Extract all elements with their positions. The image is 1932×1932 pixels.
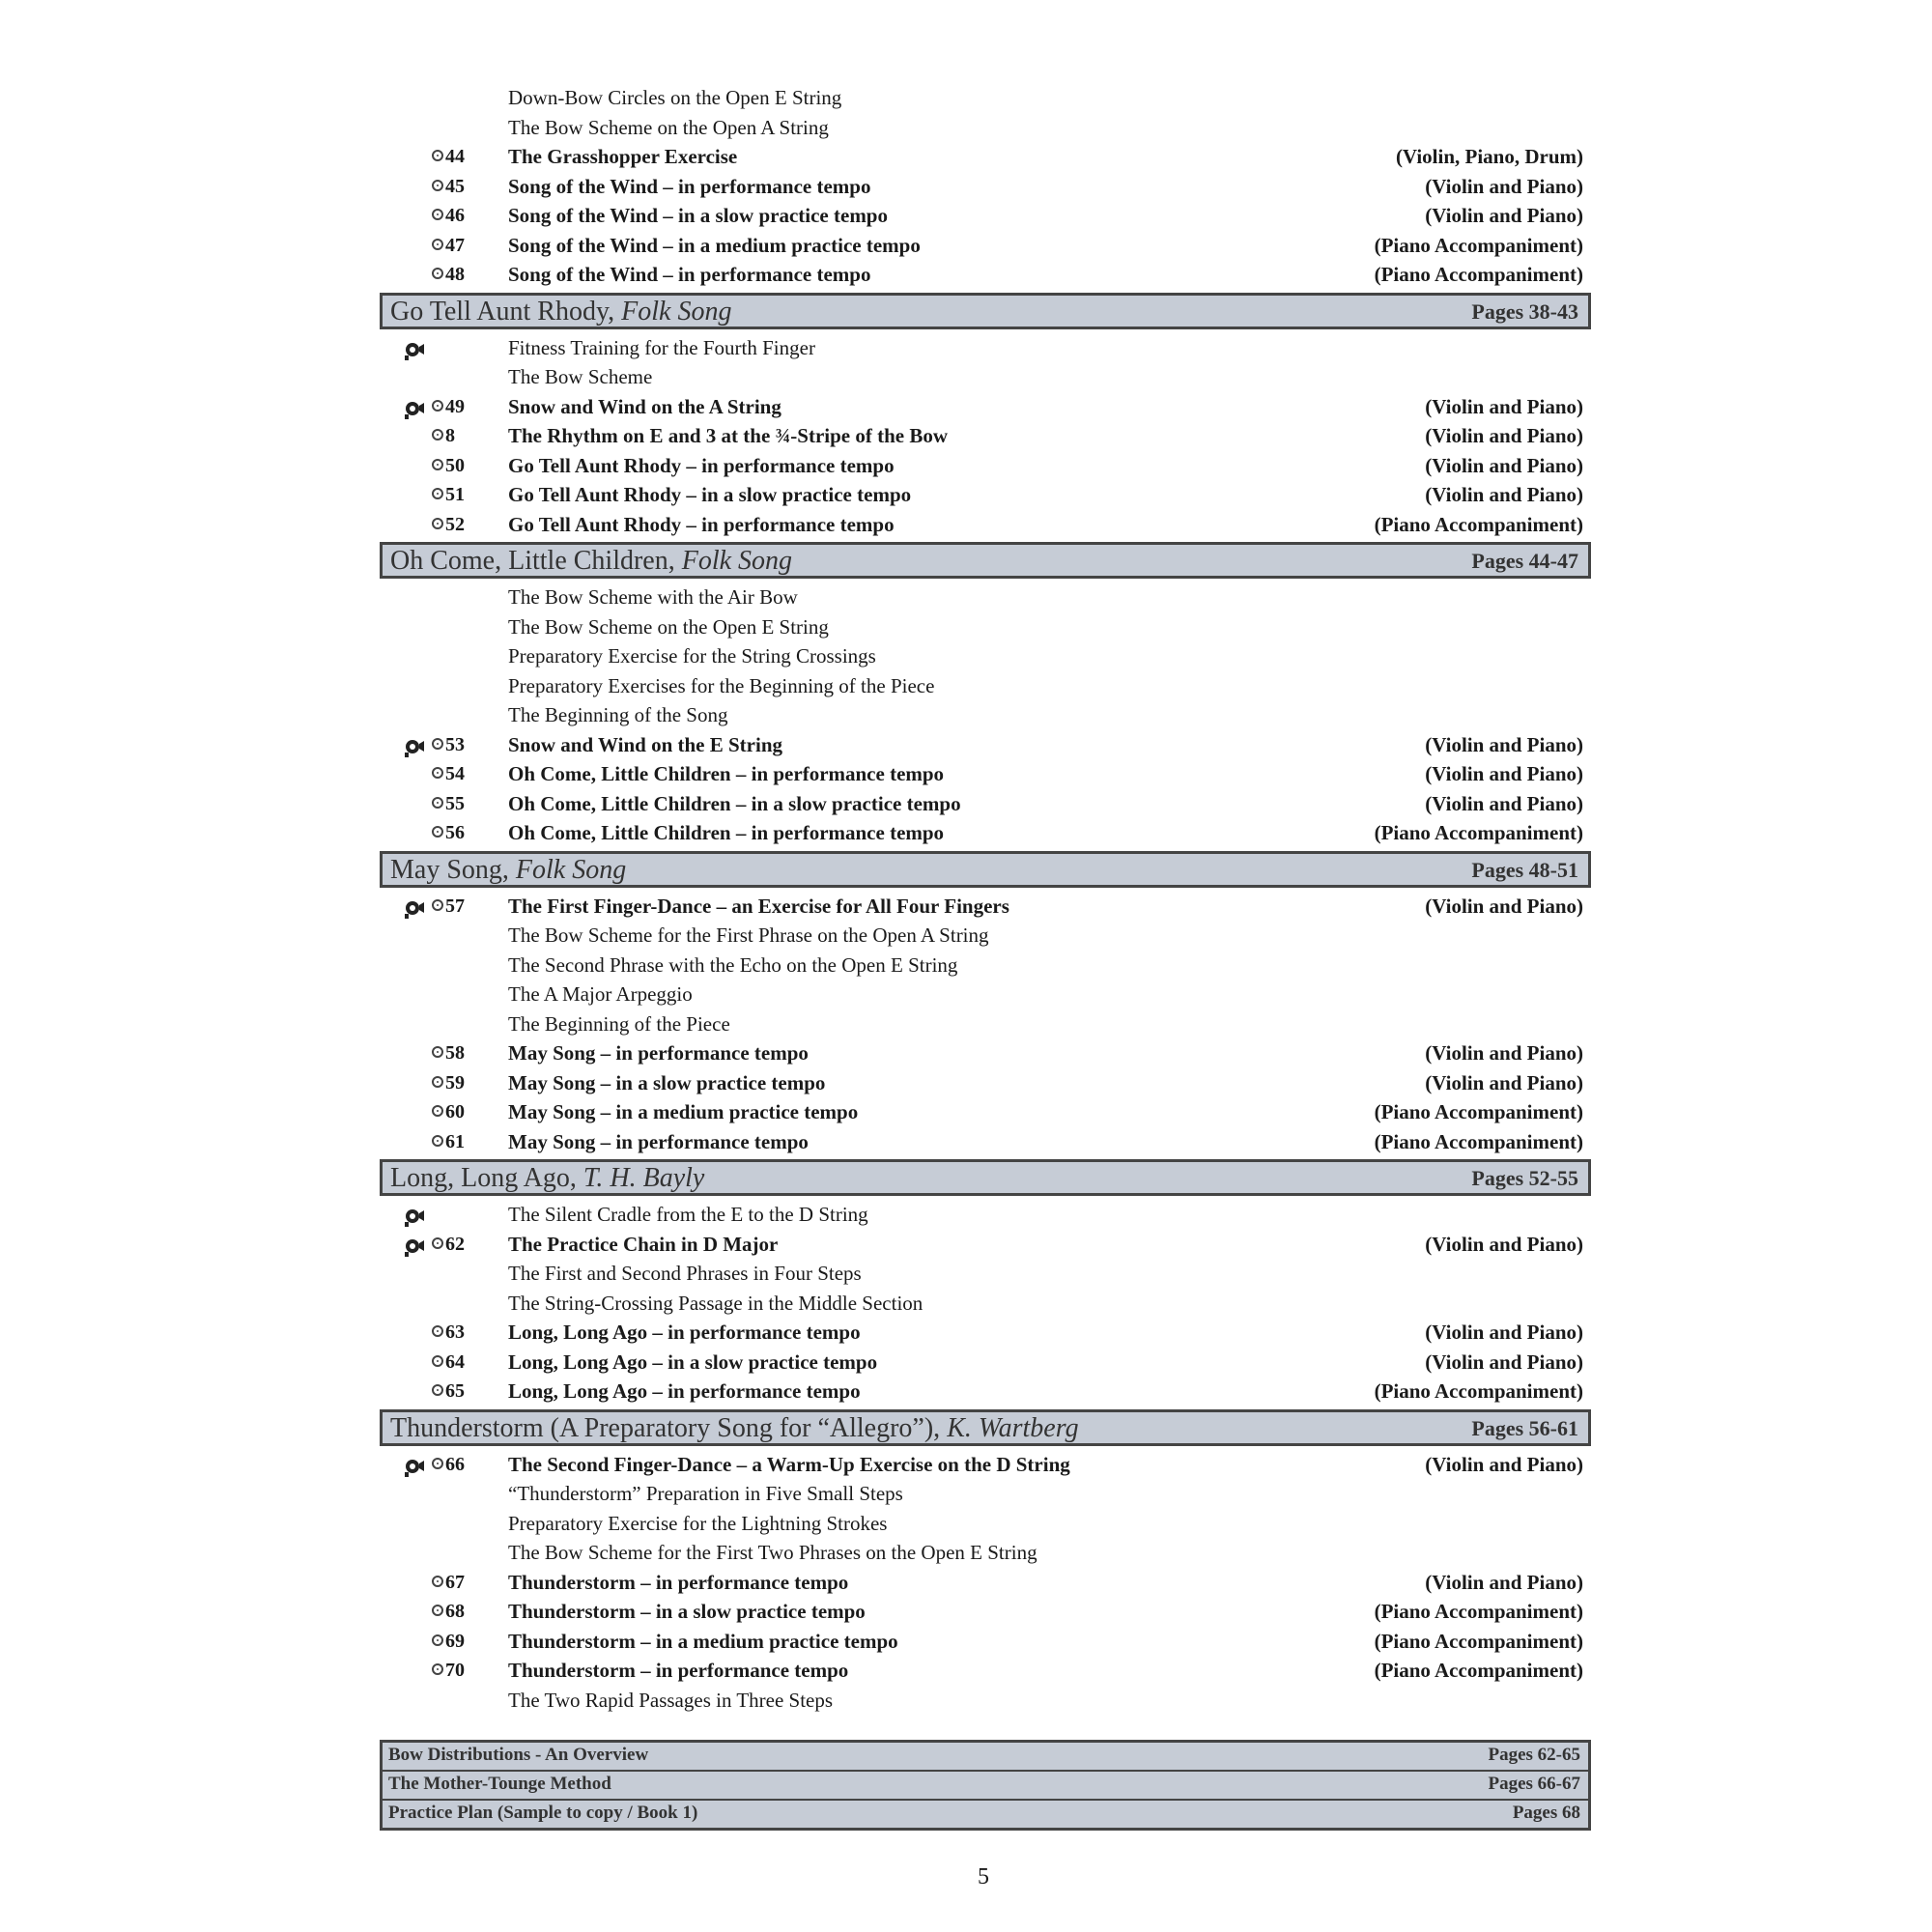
appendix-label: The Mother-Tounge Method [388, 1774, 611, 1794]
track-number: 48 [445, 264, 465, 285]
row-title: Thunderstorm – in a slow practice tempo [508, 1600, 866, 1623]
row-title: The Rhythm on E and 3 at the ¾-Stripe of the Bow [508, 424, 949, 447]
row-icons [391, 83, 467, 112]
toc-row[interactable] [380, 612, 1591, 642]
toc-row[interactable] [380, 83, 1591, 113]
row-title: May Song – in a slow practice tempo [508, 1070, 826, 1094]
appendix-box [380, 1740, 1591, 1831]
row-title: The Bow Scheme [508, 365, 653, 388]
cd-icon [432, 1576, 443, 1587]
row-title: Long, Long Ago – in performance tempo [508, 1321, 861, 1344]
row-icons [391, 1200, 467, 1229]
row-title: Go Tell Aunt Rhody – in a slow practice tempo [508, 483, 912, 506]
row-title: Thunderstorm – in a medium practice tempo [508, 1629, 898, 1653]
row-title: The Grasshopper Exercise [508, 145, 738, 168]
cd-icon [432, 1355, 443, 1367]
instrumentation-note: (Violin and Piano) [1425, 394, 1583, 418]
toc-row[interactable] [380, 1656, 1591, 1686]
section-composer: Folk Song [515, 854, 627, 885]
instrumentation-note: (Violin, Piano, Drum) [1395, 145, 1583, 168]
toc-row[interactable] [380, 951, 1591, 980]
toc-row[interactable] [380, 1450, 1591, 1480]
toc-row[interactable] [380, 1686, 1591, 1716]
section-header [380, 1159, 1591, 1196]
row-title: The First Finger-Dance – an Exercise for All Four Fingers [508, 894, 1009, 918]
instrumentation-note: (Violin and Piano) [1425, 1321, 1583, 1344]
section-pages: Pages 52-55 [1471, 1166, 1578, 1190]
toc-row[interactable] [380, 451, 1591, 481]
row-title: May Song – in a medium practice tempo [508, 1100, 859, 1123]
toc-intro-list [380, 83, 1591, 290]
section-pages: Pages 48-51 [1471, 857, 1578, 882]
track-number: 55 [445, 792, 465, 814]
toc-row[interactable] [380, 1348, 1591, 1378]
cd-icon [432, 1663, 443, 1675]
instrumentation-note: (Violin and Piano) [1425, 1570, 1583, 1594]
row-title: Thunderstorm – in performance tempo [508, 1659, 849, 1682]
toc-row[interactable] [380, 1127, 1591, 1157]
row-title: Down-Bow Circles on the Open E String [508, 86, 842, 109]
appendix-pages: Pages 62-65 [1488, 1745, 1580, 1765]
toc-row[interactable] [380, 1318, 1591, 1348]
cd-icon [432, 1076, 443, 1088]
row-title: The Bow Scheme with the Air Bow [508, 585, 798, 609]
row-title: Long, Long Ago – in a slow practice tempo [508, 1350, 878, 1374]
cd-icon [432, 1605, 443, 1616]
instrumentation-note: (Violin and Piano) [1425, 1070, 1583, 1094]
row-icons [391, 333, 467, 362]
instrumentation-note: (Violin and Piano) [1425, 732, 1583, 756]
toc-row[interactable] [380, 113, 1591, 143]
section-title [390, 1412, 1079, 1444]
toc-row[interactable] [380, 700, 1591, 730]
row-title: Song of the Wind – in performance tempo [508, 263, 871, 286]
track-number: 45 [445, 175, 465, 197]
toc-row[interactable] [380, 1009, 1591, 1039]
row-title: The First and Second Phrases in Four Steps [508, 1262, 862, 1285]
toc-row[interactable] [380, 921, 1591, 951]
row-title: Song of the Wind – in performance tempo [508, 174, 871, 198]
row-title: Song of the Wind – in a slow practice tempo [508, 204, 888, 227]
row-title: The Beginning of the Song [508, 703, 728, 726]
cd-icon [432, 797, 443, 809]
toc-row[interactable] [380, 789, 1591, 819]
cd-icon [432, 180, 443, 191]
instrumentation-note: (Piano Accompaniment) [1374, 1659, 1583, 1682]
section-title-text: Thunderstorm (A Preparatory Song for “Allegro”), [390, 1412, 948, 1443]
row-title: The A Major Arpeggio [508, 982, 693, 1006]
track-number: 58 [445, 1042, 465, 1064]
video-camera-icon [403, 339, 424, 358]
instrumentation-note: (Violin and Piano) [1425, 894, 1583, 918]
toc-row[interactable] [380, 1200, 1591, 1230]
section-composer: Folk Song [681, 546, 793, 576]
track-number: 50 [445, 454, 465, 476]
row-icons [391, 1479, 467, 1508]
toc-row[interactable] [380, 759, 1591, 789]
row-icons [391, 582, 467, 611]
section-title [390, 1162, 704, 1194]
instrumentation-note: (Violin and Piano) [1425, 762, 1583, 785]
track-number: 52 [445, 513, 465, 535]
cd-icon [432, 1135, 443, 1147]
track-number: 62 [445, 1233, 465, 1255]
row-title: May Song – in performance tempo [508, 1041, 809, 1065]
section-composer: K. Wartberg [947, 1412, 1079, 1443]
toc-row[interactable] [380, 392, 1591, 422]
section-title [390, 854, 626, 886]
instrumentation-note: (Piano Accompaniment) [1374, 1100, 1583, 1123]
toc-row[interactable] [380, 260, 1591, 290]
instrumentation-note: (Piano Accompaniment) [1374, 821, 1583, 844]
row-icons [391, 1538, 467, 1567]
video-camera-icon [403, 398, 424, 417]
toc-row[interactable] [380, 1597, 1591, 1627]
cd-icon [432, 1384, 443, 1396]
section-title-text: May Song, [390, 854, 516, 885]
appendix-label: Bow Distributions - An Overview [388, 1745, 649, 1765]
instrumentation-note: (Violin and Piano) [1425, 1232, 1583, 1256]
cd-icon [432, 738, 443, 750]
row-title: Preparatory Exercises for the Beginning of the Piece [508, 673, 935, 697]
table-of-contents [380, 83, 1591, 1831]
video-camera-icon [403, 897, 424, 917]
track-number: 53 [445, 733, 465, 755]
row-title: Snow and Wind on the E String [508, 732, 783, 756]
section-title [390, 545, 792, 577]
row-title: The String-Crossing Passage in the Middle Section [508, 1291, 923, 1315]
row-title: The Two Rapid Passages in Three Steps [508, 1688, 834, 1712]
track-number: 63 [445, 1321, 465, 1343]
track-number: 54 [445, 763, 465, 784]
row-icons [391, 1289, 467, 1318]
track-number: 65 [445, 1380, 465, 1402]
video-camera-icon [403, 1236, 424, 1255]
row-icons [391, 612, 467, 641]
toc-row[interactable] [380, 1479, 1591, 1509]
toc-row[interactable] [380, 641, 1591, 671]
row-title: The Practice Chain in D Major [508, 1232, 779, 1256]
instrumentation-note: (Violin and Piano) [1425, 791, 1583, 815]
row-title: Song of the Wind – in a medium practice tempo [508, 233, 921, 257]
section-pages: Pages 44-47 [1471, 549, 1578, 573]
toc-row[interactable] [380, 1097, 1591, 1127]
toc-row[interactable] [380, 1509, 1591, 1539]
cd-icon [432, 899, 443, 911]
row-title: Fitness Training for the Fourth Finger [508, 335, 815, 359]
cd-icon [432, 518, 443, 529]
row-title: Oh Come, Little Children – in performance tempo [508, 762, 945, 785]
section-header [380, 1409, 1591, 1446]
appendix-pages: Pages 68 [1512, 1803, 1580, 1823]
toc-row[interactable] [380, 1568, 1591, 1598]
instrumentation-note: (Violin and Piano) [1425, 1452, 1583, 1476]
toc-row[interactable] [380, 1538, 1591, 1568]
row-title: The Bow Scheme for the First Two Phrases on the Open E String [508, 1541, 1037, 1564]
toc-sections [380, 293, 1591, 1716]
row-icons [391, 671, 467, 700]
row-icons [391, 980, 467, 1009]
section-title-text: Go Tell Aunt Rhody, [390, 296, 622, 327]
row-icons [391, 362, 467, 391]
section-title-text: Long, Long Ago, [390, 1163, 583, 1193]
track-number: 47 [445, 234, 465, 256]
cd-icon [432, 1634, 443, 1646]
track-number: 64 [445, 1350, 465, 1373]
row-title: The Bow Scheme for the First Phrase on the Open A String [508, 923, 989, 947]
toc-row[interactable] [380, 172, 1591, 202]
toc-row[interactable] [380, 671, 1591, 701]
appendix-row[interactable] [383, 1770, 1588, 1799]
row-icons [391, 641, 467, 670]
cd-icon [432, 239, 443, 250]
toc-row[interactable] [380, 1230, 1591, 1260]
cd-icon [432, 459, 443, 470]
cd-icon [432, 1046, 443, 1058]
toc-row[interactable] [380, 730, 1591, 760]
track-number: 46 [445, 205, 465, 226]
row-icons [391, 421, 467, 450]
instrumentation-note: (Violin and Piano) [1425, 174, 1583, 198]
cd-icon [432, 1105, 443, 1117]
toc-row[interactable] [380, 142, 1591, 172]
row-title: The Second Finger-Dance – a Warm-Up Exercise on the D String [508, 1452, 1070, 1476]
row-icons [391, 1686, 467, 1715]
row-title: “Thunderstorm” Preparation in Five Small Steps [508, 1482, 903, 1505]
section-pages: Pages 38-43 [1471, 298, 1578, 324]
section-header [380, 293, 1591, 329]
cd-icon [432, 1237, 443, 1249]
instrumentation-note: (Violin and Piano) [1425, 204, 1583, 227]
section-header [380, 542, 1591, 579]
track-number: 49 [445, 395, 465, 417]
row-icons [391, 951, 467, 980]
instrumentation-note: (Piano Accompaniment) [1374, 233, 1583, 257]
instrumentation-note: (Violin and Piano) [1425, 483, 1583, 506]
cd-icon [432, 150, 443, 161]
track-number: 56 [445, 822, 465, 843]
row-title: Oh Come, Little Children – in performance tempo [508, 821, 945, 844]
row-title: Oh Come, Little Children – in a slow practice tempo [508, 791, 961, 815]
instrumentation-note: (Piano Accompaniment) [1374, 1629, 1583, 1653]
toc-row[interactable] [380, 231, 1591, 261]
toc-row[interactable] [380, 510, 1591, 540]
instrumentation-note: (Piano Accompaniment) [1374, 263, 1583, 286]
toc-row[interactable] [380, 1038, 1591, 1068]
row-title: Go Tell Aunt Rhody – in performance tempo [508, 453, 895, 477]
cd-icon [432, 268, 443, 279]
video-camera-icon [403, 1456, 424, 1475]
row-title: Go Tell Aunt Rhody – in performance tempo [508, 512, 895, 536]
cd-icon [432, 209, 443, 220]
toc-row[interactable] [380, 1259, 1591, 1289]
track-number: 67 [445, 1571, 465, 1593]
toc-row[interactable] [380, 421, 1591, 451]
page-number: 5 [978, 1864, 989, 1889]
section-composer: T. H. Bayly [582, 1163, 705, 1193]
cd-icon [432, 1325, 443, 1337]
track-number: 69 [445, 1630, 465, 1652]
instrumentation-note: (Piano Accompaniment) [1374, 1379, 1583, 1403]
instrumentation-note: (Violin and Piano) [1425, 424, 1583, 447]
row-title: Preparatory Exercise for the String Crossings [508, 644, 876, 668]
row-icons [391, 113, 467, 142]
track-number: 68 [445, 1601, 465, 1622]
instrumentation-note: (Violin and Piano) [1425, 453, 1583, 477]
toc-row[interactable] [380, 892, 1591, 922]
video-camera-icon [403, 736, 424, 755]
row-title: The Bow Scheme on the Open A String [508, 115, 829, 139]
track-number: 51 [445, 484, 465, 505]
appendix-label: Practice Plan (Sample to copy / Book 1) [388, 1803, 698, 1823]
section-title-text: Oh Come, Little Children, [390, 546, 682, 576]
row-title: The Beginning of the Piece [508, 1011, 730, 1036]
track-number: 59 [445, 1071, 465, 1094]
cd-icon [432, 429, 443, 440]
cd-icon [432, 767, 443, 779]
cd-icon [432, 826, 443, 838]
video-camera-icon [403, 1206, 424, 1225]
row-title: The Silent Cradle from the E to the D String [508, 1203, 868, 1226]
toc-row[interactable] [380, 1377, 1591, 1406]
instrumentation-note: (Piano Accompaniment) [1374, 1600, 1583, 1623]
row-icons [391, 921, 467, 950]
track-number: 60 [445, 1101, 465, 1122]
section-pages: Pages 56-61 [1471, 1415, 1578, 1440]
track-number: 61 [445, 1130, 465, 1152]
section-composer: Folk Song [621, 296, 732, 327]
instrumentation-note: (Violin and Piano) [1425, 1350, 1583, 1374]
track-number: 8 [445, 425, 455, 446]
section-title [390, 296, 731, 327]
row-title: Thunderstorm – in performance tempo [508, 1570, 849, 1594]
appendix-row[interactable] [383, 1799, 1588, 1828]
toc-row[interactable] [380, 582, 1591, 612]
row-title: The Bow Scheme on the Open E String [508, 614, 829, 639]
toc-row[interactable] [380, 818, 1591, 848]
appendix-pages: Pages 66-67 [1488, 1774, 1580, 1794]
section-header [380, 851, 1591, 888]
track-number: 70 [445, 1660, 465, 1681]
row-title: Preparatory Exercise for the Lightning Strokes [508, 1511, 888, 1535]
row-icons [391, 700, 467, 729]
track-number: 44 [445, 146, 465, 167]
cd-icon [432, 1458, 443, 1469]
track-number: 66 [445, 1453, 465, 1475]
toc-row[interactable] [380, 1289, 1591, 1319]
instrumentation-note: (Piano Accompaniment) [1374, 512, 1583, 536]
instrumentation-note: (Violin and Piano) [1425, 1041, 1583, 1065]
row-title: Long, Long Ago – in performance tempo [508, 1379, 861, 1403]
cd-icon [432, 400, 443, 412]
toc-row[interactable] [380, 980, 1591, 1009]
row-title: The Second Phrase with the Echo on the Open E String [508, 952, 958, 977]
toc-row[interactable] [380, 480, 1591, 510]
toc-row[interactable] [380, 333, 1591, 363]
row-icons [391, 1259, 467, 1288]
toc-row[interactable] [380, 362, 1591, 392]
row-title: May Song – in performance tempo [508, 1129, 809, 1153]
row-title: Snow and Wind on the A String [508, 394, 781, 418]
cd-icon [432, 488, 443, 499]
toc-row[interactable] [380, 201, 1591, 231]
row-icons [391, 1009, 467, 1038]
toc-row[interactable] [380, 1068, 1591, 1098]
row-icons [391, 1509, 467, 1538]
track-number: 57 [445, 895, 465, 917]
instrumentation-note: (Piano Accompaniment) [1374, 1129, 1583, 1153]
appendix-row[interactable] [383, 1743, 1588, 1770]
toc-row[interactable] [380, 1627, 1591, 1657]
